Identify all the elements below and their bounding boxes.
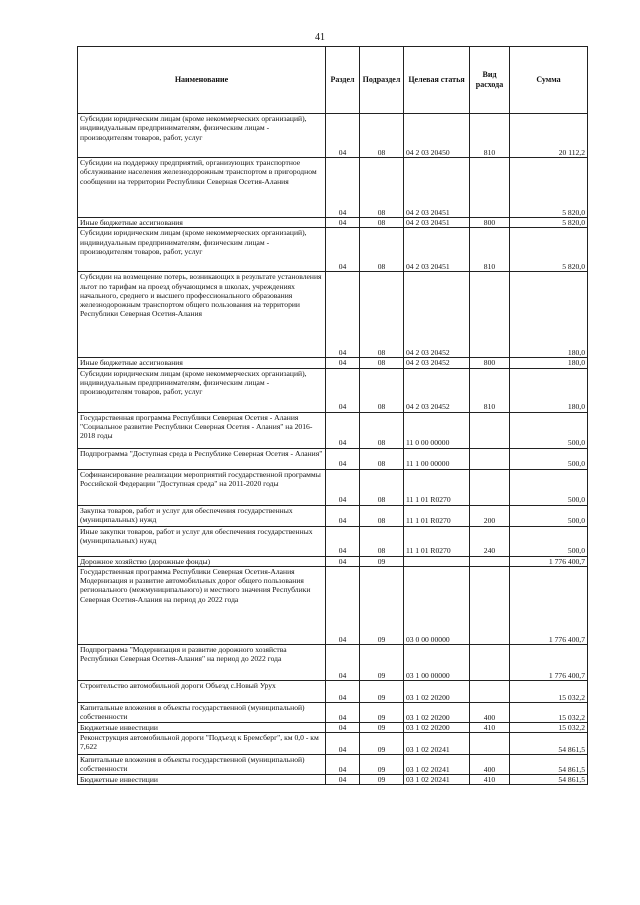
row-razdel-cell: 04 [326, 412, 360, 448]
row-name-cell: Субсидии на возмещение потерь, возникающих в результате установления льгот по тарифам на проезд обучающимся в школах, учреждениях начального, среднего и высшего профессионального образования железнодорожным транспортом общего пользования на территории Республики Северная Осетия-Алания [78, 272, 326, 358]
table-row [78, 272, 588, 358]
row-target-cell: 03 1 02 20241 [404, 775, 470, 785]
row-sum-cell: 500,0 [510, 469, 588, 505]
row-target-cell: 11 1 01 R0270 [404, 469, 470, 505]
row-name-cell: Государственная программа Республики Северная Осетия-Алания Модернизация и развитие автомобильных дорог общего пользования регионального (межмуниципального) и местного значения Республики Северная Осетия-Алания на период до 2022 года [78, 566, 326, 644]
row-sum-cell: 1 776 400,7 [510, 644, 588, 680]
row-razdel-cell: 04 [326, 469, 360, 505]
row-target-cell: 04 2 03 20451 [404, 228, 470, 272]
row-kind-cell [470, 556, 510, 566]
row-name-cell: Подпрограмма "Модернизация и развитие дорожного хозяйства Республики Северная Осетия-Алания" на период до 2022 года [78, 644, 326, 680]
row-sum-cell: 500,0 [510, 526, 588, 556]
page-number: 41 [315, 32, 325, 43]
row-razdel-cell: 04 [326, 358, 360, 368]
row-name-cell: Реконструкция автомобильной дороги "Подъезд к Бремсберг", км 0,0 - км 7,622 [78, 733, 326, 755]
row-kind-cell: 200 [470, 505, 510, 526]
row-podrazdel-cell: 08 [360, 218, 404, 228]
row-kind-cell: 800 [470, 358, 510, 368]
table-row [78, 412, 588, 448]
row-target-cell: 04 2 03 20451 [404, 158, 470, 218]
row-name-cell: Капитальные вложения в объекты государственной (муниципальной) собственности [78, 702, 326, 722]
row-sum-cell: 54 861,5 [510, 755, 588, 775]
table-row [78, 775, 588, 785]
row-kind-cell: 400 [470, 755, 510, 775]
row-podrazdel-cell: 09 [360, 680, 404, 702]
row-name-cell: Субсидии юридическим лицам (кроме некоммерческих организаций), индивидуальным предпринимателям, физическим лицам - производителям товаров, работ, услуг [78, 368, 326, 412]
row-kind-cell [470, 566, 510, 644]
row-sum-cell: 54 861,5 [510, 733, 588, 755]
row-podrazdel-cell: 08 [360, 368, 404, 412]
table-row [78, 114, 588, 158]
row-podrazdel-cell: 09 [360, 644, 404, 680]
row-razdel-cell: 04 [326, 272, 360, 358]
row-name-cell: Капитальные вложения в объекты государственной (муниципальной) собственности [78, 755, 326, 775]
row-name-cell: Бюджетные инвестиции [78, 775, 326, 785]
row-podrazdel-cell: 09 [360, 775, 404, 785]
row-razdel-cell: 04 [326, 228, 360, 272]
row-sum-cell: 1 776 400,7 [510, 556, 588, 566]
table-row [78, 358, 588, 368]
row-kind-cell: 810 [470, 228, 510, 272]
header-target: Целевая статья [404, 47, 470, 114]
row-razdel-cell: 04 [326, 680, 360, 702]
row-razdel-cell: 04 [326, 755, 360, 775]
row-kind-cell: 810 [470, 114, 510, 158]
row-sum-cell: 15 032,2 [510, 702, 588, 722]
table-row [78, 755, 588, 775]
row-target-cell [404, 556, 470, 566]
row-sum-cell: 180,0 [510, 358, 588, 368]
row-kind-cell: 800 [470, 218, 510, 228]
row-podrazdel-cell: 08 [360, 412, 404, 448]
row-sum-cell: 1 776 400,7 [510, 566, 588, 644]
row-kind-cell: 410 [470, 775, 510, 785]
row-target-cell: 03 1 02 20200 [404, 722, 470, 732]
row-podrazdel-cell: 08 [360, 114, 404, 158]
row-target-cell: 03 1 00 00000 [404, 644, 470, 680]
table-row [78, 505, 588, 526]
row-kind-cell [470, 272, 510, 358]
row-podrazdel-cell: 08 [360, 469, 404, 505]
row-name-cell: Строительство автомобильной дороги Объезд с.Новый Урух [78, 680, 326, 702]
table-row [78, 448, 588, 469]
row-sum-cell: 5 820,0 [510, 158, 588, 218]
row-podrazdel-cell: 08 [360, 448, 404, 469]
row-razdel-cell: 04 [326, 556, 360, 566]
row-name-cell: Иные бюджетные ассигнования [78, 218, 326, 228]
table-row [78, 733, 588, 755]
row-sum-cell: 5 820,0 [510, 218, 588, 228]
row-podrazdel-cell: 09 [360, 722, 404, 732]
row-podrazdel-cell: 09 [360, 702, 404, 722]
table-row [78, 644, 588, 680]
row-podrazdel-cell: 09 [360, 755, 404, 775]
row-target-cell: 04 2 03 20452 [404, 358, 470, 368]
header-kind: Вид расхода [470, 47, 510, 114]
row-razdel-cell: 04 [326, 526, 360, 556]
row-razdel-cell: 04 [326, 644, 360, 680]
row-kind-cell [470, 412, 510, 448]
header-razdel: Раздел [326, 47, 360, 114]
row-razdel-cell: 04 [326, 114, 360, 158]
row-sum-cell: 500,0 [510, 448, 588, 469]
row-target-cell: 03 1 02 20241 [404, 755, 470, 775]
row-target-cell: 03 1 02 20241 [404, 733, 470, 755]
row-kind-cell: 240 [470, 526, 510, 556]
row-podrazdel-cell: 08 [360, 358, 404, 368]
row-razdel-cell: 04 [326, 775, 360, 785]
row-podrazdel-cell: 08 [360, 158, 404, 218]
row-sum-cell: 54 861,5 [510, 775, 588, 785]
row-sum-cell: 500,0 [510, 505, 588, 526]
row-podrazdel-cell: 09 [360, 566, 404, 644]
row-razdel-cell: 04 [326, 218, 360, 228]
row-target-cell: 04 2 03 20450 [404, 114, 470, 158]
table-row [78, 702, 588, 722]
row-podrazdel-cell: 09 [360, 733, 404, 755]
table-row [78, 526, 588, 556]
row-razdel-cell: 04 [326, 505, 360, 526]
row-name-cell: Бюджетные инвестиции [78, 722, 326, 732]
row-sum-cell: 15 032,2 [510, 722, 588, 732]
row-kind-cell [470, 733, 510, 755]
row-target-cell: 04 2 03 20452 [404, 272, 470, 358]
row-razdel-cell: 04 [326, 733, 360, 755]
row-kind-cell: 810 [470, 368, 510, 412]
row-name-cell: Закупка товаров, работ и услуг для обеспечения государственных (муниципальных) нужд [78, 505, 326, 526]
row-name-cell: Субсидии на поддержку предприятий, организующих транспортное обслуживание населения железнодорожным транспортом в пригородном сообщении на территории Республики Северная Осетия-Алания [78, 158, 326, 218]
row-kind-cell [470, 448, 510, 469]
table-row [78, 218, 588, 228]
row-sum-cell: 5 820,0 [510, 228, 588, 272]
row-sum-cell: 180,0 [510, 272, 588, 358]
row-podrazdel-cell: 08 [360, 272, 404, 358]
row-podrazdel-cell: 08 [360, 505, 404, 526]
table-header-row [78, 47, 588, 114]
row-target-cell: 11 1 01 R0270 [404, 526, 470, 556]
row-razdel-cell: 04 [326, 722, 360, 732]
row-sum-cell: 180,0 [510, 368, 588, 412]
row-razdel-cell: 04 [326, 566, 360, 644]
row-kind-cell [470, 680, 510, 702]
row-target-cell: 03 1 02 20200 [404, 680, 470, 702]
row-razdel-cell: 04 [326, 702, 360, 722]
table-row [78, 680, 588, 702]
row-name-cell: Государственная программа Республики Северная Осетия - Алания "Социальное развитие Республики Северная Осетия - Алания" на 2016-2018 годы [78, 412, 326, 448]
row-name-cell: Иные закупки товаров, работ и услуг для обеспечения государственных (муниципальных) нужд [78, 526, 326, 556]
row-target-cell: 04 2 03 20451 [404, 218, 470, 228]
row-target-cell: 11 0 00 00000 [404, 412, 470, 448]
table-row [78, 469, 588, 505]
row-target-cell: 11 1 01 R0270 [404, 505, 470, 526]
table-row [78, 158, 588, 218]
table-row [78, 722, 588, 732]
row-sum-cell: 500,0 [510, 412, 588, 448]
row-target-cell: 04 2 03 20452 [404, 368, 470, 412]
row-name-cell: Софинансирование реализации мероприятий государственной программы Российской Федерации "Доступная среда" на 2011-2020 годы [78, 469, 326, 505]
row-razdel-cell: 04 [326, 158, 360, 218]
header-sum: Сумма [510, 47, 588, 114]
row-name-cell: Субсидии юридическим лицам (кроме некоммерческих организаций), индивидуальным предпринимателям, физическим лицам - производителям товаров, работ, услуг [78, 114, 326, 158]
row-podrazdel-cell: 09 [360, 556, 404, 566]
row-podrazdel-cell: 08 [360, 526, 404, 556]
header-name: Наименование [78, 47, 326, 114]
row-kind-cell [470, 644, 510, 680]
row-sum-cell: 20 112,2 [510, 114, 588, 158]
row-target-cell: 11 1 00 00000 [404, 448, 470, 469]
row-name-cell: Дорожное хозяйство (дорожные фонды) [78, 556, 326, 566]
row-razdel-cell: 04 [326, 448, 360, 469]
table-row [78, 228, 588, 272]
table-row [78, 556, 588, 566]
row-name-cell: Иные бюджетные ассигнования [78, 358, 326, 368]
row-kind-cell [470, 469, 510, 505]
budget-table [77, 46, 588, 785]
row-kind-cell: 400 [470, 702, 510, 722]
header-podrazdel: Подраздел [360, 47, 404, 114]
row-kind-cell: 410 [470, 722, 510, 732]
row-target-cell: 03 1 02 20200 [404, 702, 470, 722]
row-razdel-cell: 04 [326, 368, 360, 412]
row-target-cell: 03 0 00 00000 [404, 566, 470, 644]
table-row [78, 368, 588, 412]
row-sum-cell: 15 032,2 [510, 680, 588, 702]
row-kind-cell [470, 158, 510, 218]
row-name-cell: Субсидии юридическим лицам (кроме некоммерческих организаций), индивидуальным предпринимателям, физическим лицам - производителям товаров, работ, услуг [78, 228, 326, 272]
table-row [78, 566, 588, 644]
row-podrazdel-cell: 08 [360, 228, 404, 272]
row-name-cell: Подпрограмма "Доступная среда в Республике Северная Осетия - Алания" [78, 448, 326, 469]
